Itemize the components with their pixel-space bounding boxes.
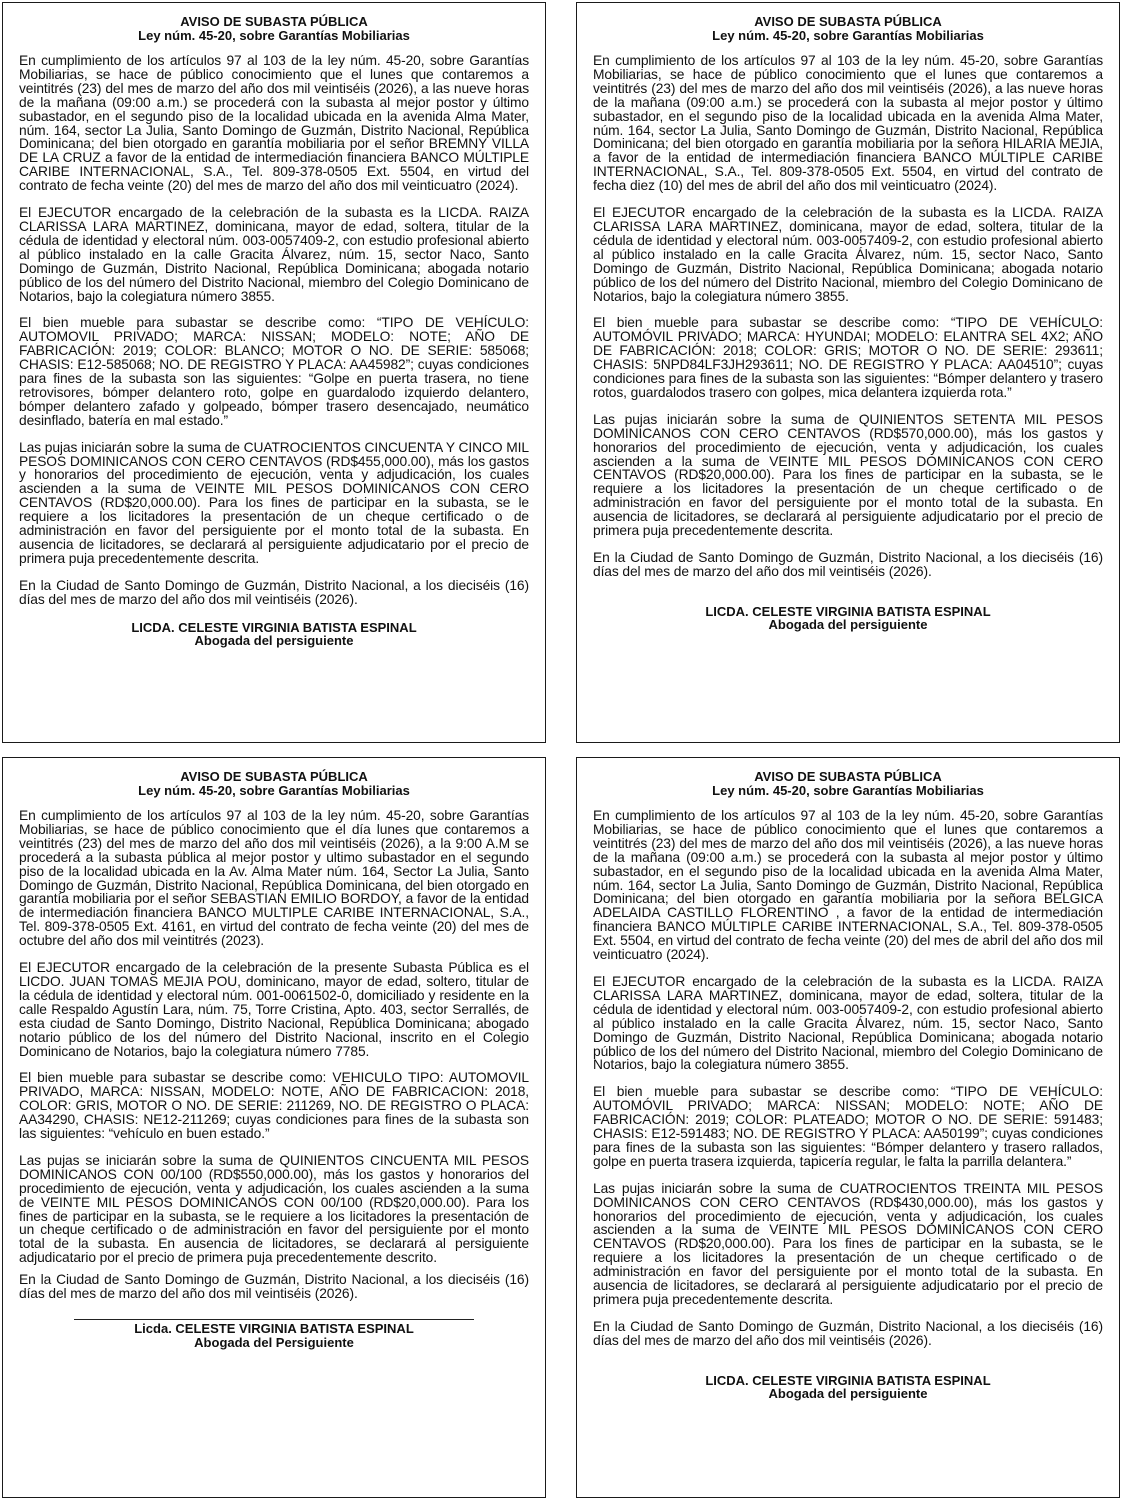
paragraph-place-date: En la Ciudad de Santo Domingo de Guzmán, Distrito Nacional, a los dieciséis (16) días del mes de marzo del año dos mil veintiséis (2026). <box>19 577 529 607</box>
signature-block <box>19 1322 529 1349</box>
paragraph-bids: Las pujas iniciarán sobre la suma de CUATROCIENTOS TREINTA MIL PESOS DOMINICANOS CON CERO CENTAVOS (RD$430,000.00), más los gastos y honorarios del procedimiento de ejecución, venta y adjudicación, los cuales ascienden a la suma de VEINTE MIL PESOS DOMINICANOS CON CERO CENTAVOS (RD$20,000.00). Para los fines de participar en la subasta, se le requiere a los licitadores la presentación de un cheque certificado o de administración en favor del persiguiente por el monto total de la subasta. En ausencia de licitadores, se declarará al persiguiente adjudicatario por el precio de primera puja precedentemente descrita. <box>593 1180 1103 1307</box>
notice-header <box>19 15 529 42</box>
signature-role: Abogada del Persiguiente <box>194 1334 354 1350</box>
signature-name: LICDA. CELESTE VIRGINIA BATISTA ESPINAL <box>131 619 417 635</box>
notice-header <box>593 770 1103 797</box>
paragraph-vehicle: El bien mueble para subastar se describe como: “TIPO DE VEHÍCULO: AUTOMÓVIL PRIVADO; MARCA: HYUNDAI; MODELO: ELANTRA SEL 4X2; AÑO DE FABRICACIÓN: 2018; COLOR: GRIS; MOTOR O NO. DE SERIE: 293611; CHASIS: 5NPD84LF3JH293611; NO. DE REGISTRO Y PLACA: AA04510”; cuyas condiciones para fines de la subasta son las siguientes: “Bómper delantero y trasero rotos, guardalodos trasero con golpes, mica delantera izquierda rota.” <box>593 315 1103 400</box>
notice-title: AVISO DE SUBASTA PÚBLICA <box>754 769 942 784</box>
paragraph-announcement: En cumplimiento de los artículos 97 al 103 de la ley núm. 45-20, sobre Garantías Mobiliarias, se hace de público conocimiento que el lunes que contaremos a veintitrés (23) del mes de marzo del año dos mil veintiséis (2026), a las nueve horas de la mañana (09:00 a.m.) se procederá con la subasta al mejor postor y último subastador, en el segundo piso de la localidad ubicada en la avenida Alma Mater, núm. 164, sector La Julia, Santo Domingo de Guzmán, Distrito Nacional, República Dominicana; del bien otorgado en garantía mobiliaria por la señora BELGICA ADELAIDA CASTILLO FLORENTINO , a favor de la entidad de intermediación financiera BANCO MÚLTIPLE CARIBE INTERNACIONAL, S.A., Tel. 809-378-0505 Ext. 5504, en virtud del contrato de fecha veinte (20) del mes de abril del año dos mil veinticuatro (2024). <box>593 808 1103 963</box>
notice-subtitle: Ley núm. 45-20, sobre Garantías Mobiliarias <box>138 27 410 43</box>
notice-header <box>19 770 529 797</box>
notice-subtitle: Ley núm. 45-20, sobre Garantías Mobiliarias <box>712 782 984 798</box>
signature-role: Abogada del persiguiente <box>768 617 928 633</box>
notice-header <box>593 15 1103 42</box>
auction-notice-1 <box>2 2 546 743</box>
paragraph-vehicle: El bien mueble para subastar se describe como: “TIPO DE VEHÍCULO: AUTOMOVIL PRIVADO; MARCA: NISSAN; MODELO: NOTE; AÑO DE FABRICACIÓN: 2019; COLOR: BLANCO; MOTOR O NO. DE SERIE: 585068; CHASIS: E12-585068; NO. DE REGISTRO Y PLACA: AA45982”; cuyas condiciones para fines de la subasta son las siguientes: “Golpe en puerta trasera, no tiene retrovisores, bómper delantero roto, golpe en guardalodo izquierdo delantero, bómper delantero zafado y golpeado, bómper trasero desencajado, neumático desinflado, batería en mal estado.” <box>19 315 529 428</box>
auction-notice-3 <box>2 757 546 1498</box>
signature-name: LICDA. CELESTE VIRGINIA BATISTA ESPINAL <box>705 603 991 619</box>
paragraph-place-date: En la Ciudad de Santo Domingo de Guzmán, Distrito Nacional, a los dieciséis (16) días del mes de marzo del año dos mil veintiséis (2026). <box>593 1318 1103 1348</box>
notice-body <box>19 54 529 607</box>
paragraph-vehicle: El bien mueble para subastar se describe como: VEHICULO TIPO: AUTOMOVIL PRIVADO, MARCA: NISSAN, MODELO: NOTE, AÑO DE FABRICACION: 2018, COLOR: GRIS, MOTOR O NO. DE SERIE: 211269, NO. DE REGISTRO O PLACA: AA34290, CHASIS: NE12-211269; cuyas condiciones para fines de la subasta son las siguientes: “vehículo en buen estado.” <box>19 1070 529 1142</box>
paragraph-announcement: En cumplimiento de los artículos 97 al 103 de la ley núm. 45-20, sobre Garantías Mobiliarias, se hace de público conocimiento que el lunes que contaremos a veintitrés (23) del mes de marzo del año dos mil veintiséis (2026), a las nueve horas de la mañana (09:00 a.m.) se procederá con la subasta al mejor postor y último subastador, en el segundo piso de la localidad ubicada en la avenida Alma Mater, núm. 164, sector La Julia, Santo Domingo de Guzmán, Distrito Nacional, República Dominicana; del bien otorgado en garantía mobiliaria por el señor BREMNY VILLA DE LA CRUZ a favor de la entidad de intermediación financiera BANCO MÚLTIPLE CARIBE INTERNACIONAL, S.A., Tel. 809-378-0505 Ext. 5504, en virtud del contrato de fecha veinte (20) del mes de marzo del año dos mil veinticuatro (2024). <box>19 53 529 194</box>
paragraph-place-date: En la Ciudad de Santo Domingo de Guzmán, Distrito Nacional, a los dieciséis (16) días del mes de marzo del año dos mil veintiséis (2026). <box>593 550 1103 579</box>
paragraph-executor: El EJECUTOR encargado de la celebración de la subasta es la LICDA. RAIZA CLARISSA LARA MARTINEZ, dominicana, mayor de edad, soltera, titular de la cédula de identidad y electoral núm. 003-0057409-2, con estudio profesional abierto al público instalado en la calle Gracita Álvarez, núm. 15, sector Naco, Santo Domingo de Guzmán, Distrito Nacional, República Dominicana; abogada notario público de los del número del Distrito Nacional, miembro del Colegio Dominicano de Notarios, bajo la colegiatura número 3855. <box>593 973 1103 1073</box>
signature-block <box>593 605 1103 632</box>
signature-name: LICDA. CELESTE VIRGINIA BATISTA ESPINAL <box>705 1372 991 1388</box>
paragraph-executor: El EJECUTOR encargado de la celebración de la presente Subasta Pública es el LICDO. JUAN TOMAS MEJIA POU, dominicano, mayor de edad, soltero, titular de la cédula de identidad y electoral núm. 001-0061502-0, domiciliado y residente en la calle Respaldo Agustín Lara, núm. 75, Torre Cristina, Apto. 403, sector Serrallés, de esta ciudad de Santo Domingo, Distrito Nacional, República Dominicana; abogado notario público de los del número del Distrito Nacional, inscrito en el Colegio Dominicano de Notarios, bajo la colegiatura número 7785. <box>19 960 529 1059</box>
signature-block <box>593 1374 1103 1401</box>
notice-body <box>19 809 529 1301</box>
notice-title: AVISO DE SUBASTA PÚBLICA <box>180 769 368 784</box>
signature-block <box>19 621 529 648</box>
signature-name: Licda. CELESTE VIRGINIA BATISTA ESPINAL <box>134 1321 414 1336</box>
notice-title: AVISO DE SUBASTA PÚBLICA <box>180 14 368 29</box>
paragraph-bids: Las pujas se iniciarán sobre la suma de QUINIENTOS CINCUENTA MIL PESOS DOMINICANOS CON 00/100 (RD$550,000.00), más los gastos y honorarios del procedimiento de ejecución, venta y adjudicación, los cuales ascienden a la suma de VEINTE MIL PESOS DOMINICANOS CON 00/100 (RD$20,000.00). Para los fines de participar en la subasta, se le requiere a los licitadores la presentación de un cheque certificado o de administración en favor del persiguiente por el monto total de la subasta. En ausencia de licitadores, se declarará al persiguiente adjudicatario por el precio de primera puja precedentemente descrito. <box>19 1152 529 1266</box>
auction-notice-4 <box>576 757 1120 1498</box>
signature-role: Abogada del persiguiente <box>194 633 354 649</box>
signature-line <box>74 1319 474 1320</box>
paragraph-announcement: En cumplimiento de los artículos 97 al 103 de la ley núm. 45-20, sobre Garantías Mobiliarias, se hace de público conocimiento que el lunes que contaremos a veintitrés (23) del mes de marzo del año dos mil veintiséis (2026), a las nueve horas de la mañana (09:00 a.m.) se procederá con la subasta al mejor postor y último subastador, en el segundo piso de la localidad ubicada en la avenida Alma Mater, núm. 164, sector La Julia, Santo Domingo de Guzmán, Distrito Nacional, República Dominicana; del bien otorgado en garantía mobiliaria por la señora HILARIA MEJIA, a favor de la entidad de intermediación financiera BANCO MÚLTIPLE CARIBE INTERNACIONAL, S.A., Tel. 809-378-0505 Ext. 5504, en virtud del contrato de fecha diez (10) del mes de abril del año dos mil veinticuatro (2024). <box>593 53 1103 194</box>
notice-title: AVISO DE SUBASTA PÚBLICA <box>754 14 942 29</box>
notice-subtitle: Ley núm. 45-20, sobre Garantías Mobiliarias <box>138 782 410 798</box>
notice-body <box>593 809 1103 1348</box>
auction-notice-2 <box>576 2 1120 743</box>
paragraph-bids: Las pujas iniciarán sobre la suma de CUATROCIENTOS CINCUENTA Y CINCO MIL PESOS DOMINICANOS CON CERO CENTAVOS (RD$455,000.00), más los gastos y honorarios del procedimiento de ejecución, venta y adjudicación, los cuales ascienden a la suma de VEINTE MIL PESOS DOMINICANOS CON CERO CENTAVOS (RD$20,000.00). Para los fines de participar en la subasta, se le requiere a los licitadores la presentación de un cheque certificado o de administración en favor del persiguiente por el monto total de la subasta. En ausencia de licitadores, se declarará al persiguiente adjudicatario por el precio de primera puja precedentemente descrita. <box>19 439 529 566</box>
notice-subtitle: Ley núm. 45-20, sobre Garantías Mobiliarias <box>712 27 984 43</box>
paragraph-executor: El EJECUTOR encargado de la celebración de la subasta es la LICDA. RAIZA CLARISSA LARA MARTINEZ, dominicana, mayor de edad, soltera, titular de la cédula de identidad y electoral núm. 003-0057409-2, con estudio profesional abierto al público instalado en la calle Gracita Álvarez, núm. 15, sector Naco, Santo Domingo de Guzmán, Distrito Nacional, República Dominicana; abogada notario público de los del número del Distrito Nacional, miembro del Colegio Dominicano de Notarios, bajo la colegiatura número 3855. <box>593 205 1103 304</box>
notice-body <box>593 54 1103 579</box>
paragraph-executor: El EJECUTOR encargado de la celebración de la subasta es la LICDA. RAIZA CLARISSA LARA MARTINEZ, dominicana, mayor de edad, soltera, titular de la cédula de identidad y electoral núm. 003-0057409-2, con estudio profesional abierto al público instalado en la calle Gracita Álvarez, núm. 15, sector Naco, Santo Domingo de Guzmán, Distrito Nacional, República Dominicana; abogada notario público de los del número del Distrito Nacional, miembro del Colegio Dominicano de Notarios, bajo la colegiatura número 3855. <box>19 205 529 304</box>
signature-role: Abogada del persiguiente <box>768 1386 928 1402</box>
paragraph-place-date: En la Ciudad de Santo Domingo de Guzmán, Distrito Nacional, a los dieciséis (16) días del mes de marzo del año dos mil veintiséis (2026). <box>19 1272 529 1302</box>
paragraph-bids: Las pujas iniciarán sobre la suma de QUINIENTOS SETENTA MIL PESOS DOMINICANOS CON CERO CENTAVOS (RD$570,000.00), más los gastos y honorarios del procedimiento de ejecución, venta y adjudicación, los cuales ascienden a la suma de VEINTE MIL PESOS DOMINICANOS CON CERO CENTAVOS (RD$20,000.00). Para los fines de participar en la subasta, se le requiere a los licitadores la presentación de un cheque certificado o de administración en favor del persiguiente por el monto total de la subasta. En ausencia de licitadores, se declarará al persiguiente adjudicatario por el precio de primera puja precedentemente descrita. <box>593 411 1103 539</box>
paragraph-vehicle: El bien mueble para subastar se describe como: “TIPO DE VEHÍCULO: AUTOMÓVIL PRIVADO; MARCA: NISSAN; MODELO: NOTE; AÑO DE FABRICACIÓN: 2019; COLOR: PLATEADO; MOTOR O NO. DE SERIE: 591483; CHASIS: E12-591483; NO. DE REGISTRO Y PLACA: AA50199”; cuyas condiciones para fines de la subasta son las siguientes: “Bómper delantero y trasero rallados, golpe en puerta trasera izquierda, tapicería regular, le falta la parrilla delantera.” <box>593 1084 1103 1169</box>
paragraph-announcement: En cumplimiento de los artículos 97 al 103 de la ley núm. 45-20, sobre Garantías Mobiliarias, se hace de público conocimiento que el día lunes que contaremos a veintitrés (23) del mes de marzo del año dos mil veintiséis (2026), a la 9:00 A.M se procederá a la subasta pública al mejor postor y ultimo subastador en el segundo piso de la localidad ubicada en la Av. Alma Mater núm. 164, Sector La Julia, Santo Domingo de Guzmán, Distrito Nacional, República Dominicana, del bien otorgado en garantía mobiliaria por el señor SEBASTIAN EMILIO BORDOY, a favor de la entidad de intermediación financiera BANCO MULTIPLE CARIBE INTERNACIONAL, S.A., Tel. 809-378-0505 Ext. 4161, en virtud del contrato de fecha veinte (20) del mes de octubre del año dos mil veintitrés (2023). <box>19 808 529 949</box>
